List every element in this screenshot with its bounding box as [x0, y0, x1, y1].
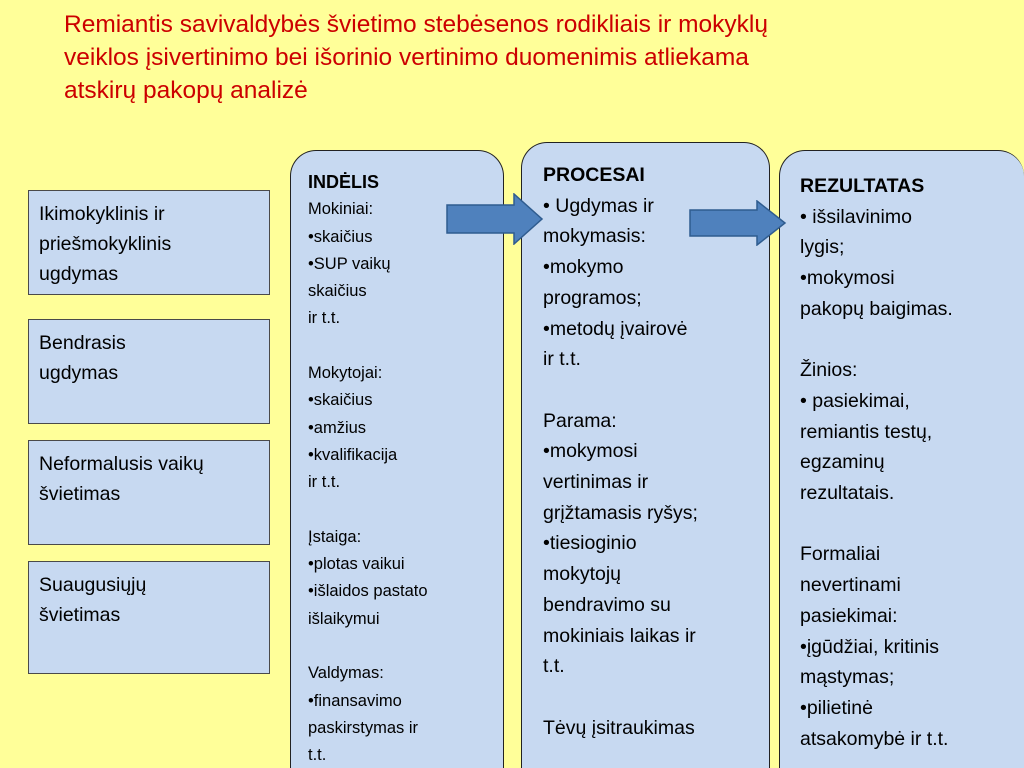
indelis-line: ir t.t.: [308, 309, 341, 328]
level-box-general: [28, 319, 270, 424]
spacer: [800, 509, 1024, 540]
indelis-line: •finansavimo: [308, 691, 402, 710]
level-line: Bendrasis: [39, 332, 126, 354]
spacer: [308, 333, 503, 360]
rezultatas-line: Formaliai: [800, 543, 881, 566]
rezultatas-line: remiantis testų,: [800, 420, 933, 443]
indelis-line: t.t.: [308, 746, 327, 765]
spacer: [308, 633, 503, 660]
procesai-line: mokytojų: [543, 563, 622, 586]
procesai-line: •mokymosi: [543, 440, 638, 463]
rezultatas-line: atsakomybė ir t.t.: [800, 727, 949, 750]
procesai-line: vertinimas ir: [543, 471, 649, 494]
rezultatas-line: •įgūdžiai, kritinis: [800, 635, 940, 658]
indelis-line: paskirstymas ir: [308, 718, 419, 737]
indelis-line: Valdymas:: [308, 664, 384, 683]
rezultatas-line: •pilietinė: [800, 696, 873, 719]
page-title: [64, 8, 1004, 107]
procesai-line: •mokymo: [543, 256, 624, 279]
indelis-line: •skaičius: [308, 227, 373, 246]
level-line: Suaugusiųjų: [39, 574, 147, 596]
procesai-line: • Ugdymas ir: [543, 194, 654, 217]
procesai-line: grįžtamasis ryšys;: [543, 501, 698, 524]
indelis-line: •kvalifikacija: [308, 445, 398, 464]
level-line: švietimas: [39, 604, 121, 626]
rezultatas-line: rezultatais.: [800, 482, 895, 505]
arrow-right-icon: [689, 200, 787, 246]
indelis-line: •SUP vaikų: [308, 254, 391, 273]
title-line: atskirų pakopų analizė: [64, 77, 308, 104]
procesai-line: t.t.: [543, 655, 565, 678]
indelis-line: •skaičius: [308, 391, 373, 410]
procesai-line: Parama:: [543, 409, 617, 432]
input-heading: INDĖLIS: [308, 172, 380, 192]
process-heading: PROCESAI: [543, 164, 645, 186]
procesai-line: Tėvų įsitraukimas: [543, 716, 695, 739]
indelis-line: •išlaidos pastato: [308, 582, 428, 601]
rezultatas-line: Žinios:: [800, 359, 858, 382]
procesai-line: bendravimo su: [543, 593, 671, 616]
spacer: [800, 325, 1024, 356]
procesai-line: mokiniais laikas ir: [543, 624, 696, 647]
rezultatas-line: pasiekimai:: [800, 604, 898, 627]
arrow-right-icon: [446, 193, 544, 245]
level-line: Neformalusis vaikų: [39, 453, 204, 475]
level-box-preschool: [28, 190, 270, 295]
result-heading: REZULTATAS: [800, 175, 925, 197]
indelis-line: •amžius: [308, 418, 367, 437]
spacer: [543, 375, 769, 406]
indelis-line: Įstaiga:: [308, 527, 362, 546]
level-box-adult: [28, 561, 270, 674]
level-box-nonformal: [28, 440, 270, 545]
rezultatas-line: nevertinami: [800, 574, 901, 597]
spacer: [543, 682, 769, 713]
procesai-line: programos;: [543, 286, 642, 309]
level-line: priešmokyklinis: [39, 233, 172, 255]
indelis-line: Mokytojai:: [308, 364, 383, 383]
level-line: ugdymas: [39, 263, 119, 285]
procesai-line: mokymasis:: [543, 225, 646, 248]
indelis-line: •plotas vaikui: [308, 555, 405, 574]
level-line: švietimas: [39, 483, 121, 505]
indelis-line: skaičius: [308, 282, 367, 301]
indelis-line: išlaikymui: [308, 609, 380, 628]
rezultatas-line: pakopų baigimas.: [800, 297, 953, 320]
procesai-line: ir t.t.: [543, 348, 581, 371]
indelis-line: ir t.t.: [308, 473, 341, 492]
rezultatas-line: mąstymas;: [800, 666, 895, 689]
level-line: ugdymas: [39, 362, 119, 384]
result-column: [779, 150, 1024, 768]
rezultatas-line: •mokymosi: [800, 267, 895, 290]
rezultatas-line: • pasiekimai,: [800, 389, 910, 412]
title-line: veiklos įsivertinimo bei išorinio vertinimo duomenimis atliekama: [64, 44, 749, 71]
procesai-line: •tiesioginio: [543, 532, 637, 555]
rezultatas-line: egzaminų: [800, 451, 885, 474]
title-line: Remiantis savivaldybės švietimo stebėsenos rodikliais ir mokyklų: [64, 11, 768, 38]
spacer: [308, 497, 503, 524]
indelis-line: Mokiniai:: [308, 200, 374, 219]
rezultatas-line: • išsilavinimo: [800, 205, 912, 228]
procesai-line: •metodų įvairovė: [543, 317, 688, 340]
rezultatas-line: lygis;: [800, 236, 845, 259]
level-line: Ikimokyklinis ir: [39, 203, 165, 225]
